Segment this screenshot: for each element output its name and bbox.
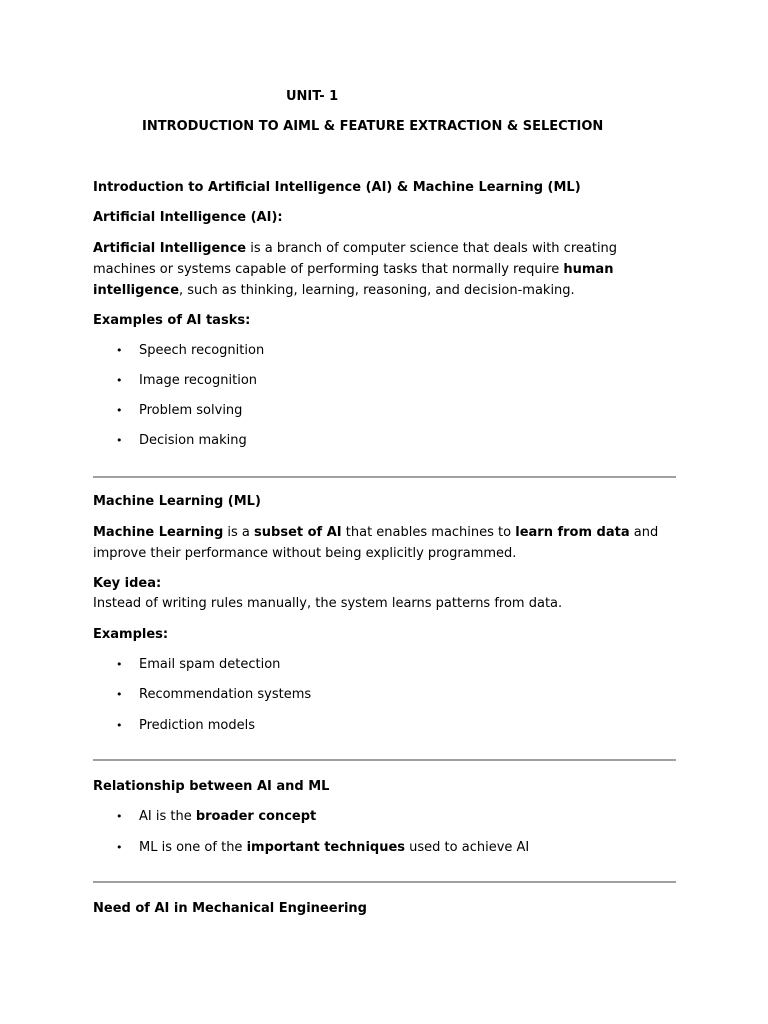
- bullet-icon: •: [116, 810, 123, 823]
- important-techniques-term: important techniques: [246, 840, 406, 855]
- list-item-text: Recommendation systems: [139, 687, 312, 702]
- key-idea-heading: Key idea:: [93, 576, 162, 591]
- key-idea-text: Instead of writing rules manually, the system learns patterns from data.: [93, 596, 563, 611]
- learn-term: learn from data: [515, 525, 630, 540]
- document-title: INTRODUCTION TO AIML & FEATURE EXTRACTION & SELECTION: [142, 119, 604, 134]
- list-item-text: ML is one of the: [139, 840, 247, 855]
- ai-definition: [93, 238, 683, 301]
- subset-term: subset of AI: [254, 525, 342, 540]
- list-item: [116, 684, 311, 705]
- section-divider: [93, 881, 676, 883]
- list-item: [116, 806, 316, 827]
- ai-def-text: is a branch of computer science that deals with creating machines or systems capable of performing tasks that normally require: [93, 241, 618, 277]
- human-intelligence-term: human intelligence: [93, 262, 614, 298]
- bullet-icon: •: [116, 374, 123, 387]
- ml-def-text: is a: [223, 525, 255, 540]
- list-item: [116, 654, 280, 675]
- bullet-icon: •: [116, 344, 123, 357]
- bullet-icon: •: [116, 658, 123, 671]
- list-item-text: Problem solving: [139, 403, 243, 418]
- list-item-text-end: used to achieve AI: [405, 840, 530, 855]
- list-item: [116, 430, 247, 451]
- list-item: [116, 837, 529, 858]
- ai-examples-heading: Examples of AI tasks:: [93, 313, 251, 328]
- ml-def-text-2: that enables machines to: [341, 525, 516, 540]
- ml-definition: [93, 522, 683, 564]
- bullet-icon: •: [116, 841, 123, 854]
- ml-term: Machine Learning: [93, 525, 224, 540]
- bullet-icon: •: [116, 434, 123, 447]
- ml-def-text-3: and improve their performance without being explicitly programmed.: [93, 525, 659, 561]
- ml-heading: Machine Learning (ML): [93, 494, 261, 509]
- bullet-icon: •: [116, 404, 123, 417]
- unit-label: UNIT- 1: [286, 89, 339, 104]
- list-item: [116, 340, 264, 361]
- ai-heading: Artificial Intelligence (AI):: [93, 210, 283, 225]
- list-item-text: Decision making: [139, 433, 247, 448]
- list-item-text: Prediction models: [139, 718, 255, 733]
- section-divider: [93, 476, 676, 478]
- list-item: [116, 400, 242, 421]
- ai-def-text-end: , such as thinking, learning, reasoning, and decision-making.: [179, 283, 575, 298]
- bullet-icon: •: [116, 688, 123, 701]
- relationship-heading: Relationship between AI and ML: [93, 779, 330, 794]
- list-item-text: AI is the: [139, 809, 196, 824]
- list-item-text: Speech recognition: [139, 343, 265, 358]
- bullet-icon: •: [116, 719, 123, 732]
- ml-examples-heading: Examples:: [93, 627, 169, 642]
- ai-term: Artificial Intelligence: [93, 241, 247, 256]
- list-item-text: Email spam detection: [139, 657, 281, 672]
- list-item: [116, 715, 255, 736]
- broader-concept-term: broader concept: [195, 809, 317, 824]
- need-heading: Need of AI in Mechanical Engineering: [93, 901, 367, 916]
- list-item-text: Image recognition: [139, 373, 258, 388]
- list-item: [116, 370, 257, 391]
- section-divider: [93, 759, 676, 761]
- intro-heading: Introduction to Artificial Intelligence (AI) & Machine Learning (ML): [93, 180, 581, 195]
